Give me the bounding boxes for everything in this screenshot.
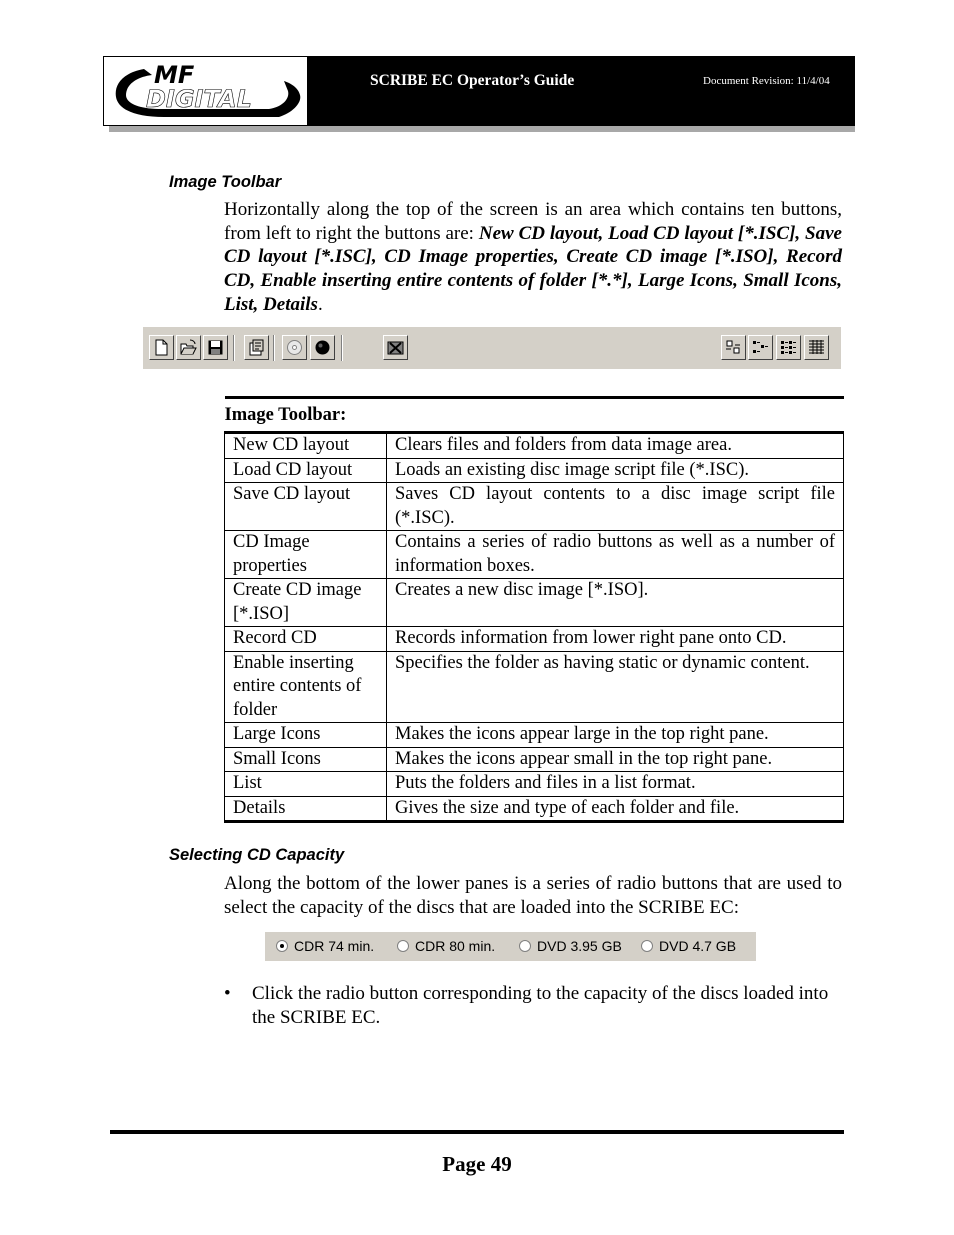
row-description: Contains a series of radio buttons as well as a number of information boxes. [387,531,844,579]
row-description: Makes the icons appear large in the top right pane. [387,723,844,748]
table-row [225,723,844,748]
row-name: Small Icons [225,747,387,772]
table-row [225,796,844,822]
radio-dvd-395[interactable] [519,938,622,954]
row-name: Details [225,796,387,822]
cd-image-icon [286,339,303,356]
logo-mf: MF [154,61,195,89]
large-icons-button[interactable] [721,335,746,360]
bullet-symbol: • [224,983,231,1004]
toolbar-separator [273,335,275,361]
table-row [225,458,844,483]
header-shadow [109,126,855,132]
bullet-text: Click the radio button corresponding to the capacity of the discs loaded into the SCRIBE EC. [252,983,829,1028]
new-cd-layout-button[interactable] [149,335,174,360]
radio-cdr-74[interactable] [276,938,374,954]
image-toolbar-screenshot [143,327,841,369]
cd-capacity-description: Along the bottom of the lower panes is a series of radio buttons that are used to select the capacity of the discs that are loaded into the SCRIBE EC: [224,873,842,918]
record-cd-button[interactable] [310,335,335,360]
intro-text: Horizontally along the top of the screen is an area which contains ten buttons, from left to right the buttons are: [224,199,842,244]
document-header [103,56,855,126]
radio-selected-icon[interactable] [276,940,288,952]
new-document-icon [153,339,170,356]
cd-capacity-radio-group [265,932,756,961]
list-icon [780,339,797,356]
intro-button-list: New CD layout, Load CD layout [*.ISC], Save CD layout [*.ISC], CD Image properties, Create CD image [*.ISO], Record CD, Enable inserting entire contents of folder [*.*], Large Icons, Small Icons, List, Details [224,222,842,315]
intro-end: . [317,293,323,315]
logo-digital: DIGITAL [146,85,252,113]
table-row [225,627,844,652]
document-title: SCRIBE EC Operator’s Guide [370,72,575,89]
page-number: Page 49 [442,1152,512,1176]
row-description: Saves CD layout contents to a disc image script file (*.ISC). [387,483,844,531]
radio-cdr-80[interactable] [397,938,495,954]
details-button[interactable] [804,335,829,360]
properties-icon [248,339,265,356]
row-description: Specifies the folder as having static or dynamic content. [387,651,844,723]
logo-graphic [104,57,307,125]
open-folder-icon [180,339,197,356]
row-description: Gives the size and type of each folder and file. [387,796,844,822]
row-name: Create CD image [*.ISO] [225,579,387,627]
footer-rule [110,1130,844,1134]
row-name: Load CD layout [225,458,387,483]
row-name: CD Image properties [225,531,387,579]
row-description: Records information from lower right pane onto CD. [387,627,844,652]
table-row [225,483,844,531]
load-cd-layout-button[interactable] [176,335,201,360]
table-row [225,772,844,797]
row-name: Record CD [225,627,387,652]
create-cd-image-button[interactable] [282,335,307,360]
row-name: Save CD layout [225,483,387,531]
enable-inserting-folder-button[interactable] [383,335,408,360]
table-header: Image Toolbar: [225,398,844,433]
save-disk-icon [207,339,224,356]
radio-label: DVD 4.7 GB [659,938,737,954]
radio-label: DVD 3.95 GB [537,938,622,954]
toolbar-separator [233,335,235,361]
radio-label: CDR 80 min. [415,938,496,954]
row-name: Enable inserting entire contents of folder [225,651,387,723]
list-button[interactable] [776,335,801,360]
table-row [225,531,844,579]
row-description: Loads an existing disc image script file (*.ISC). [387,458,844,483]
radio-dvd-47[interactable] [641,938,736,954]
small-icons-button[interactable] [748,335,773,360]
toolbar-separator [341,335,343,361]
row-name: Large Icons [225,723,387,748]
image-toolbar-table [224,396,844,823]
details-icon [808,339,825,356]
cd-image-properties-button[interactable] [244,335,269,360]
table-row [225,579,844,627]
table-row [225,433,844,459]
radio-unselected-icon[interactable] [397,940,409,952]
section-heading-image-toolbar: Image Toolbar [169,173,282,191]
large-icons-icon [725,339,742,356]
row-description: Makes the icons appear small in the top right pane. [387,747,844,772]
radio-label: CDR 74 min. [294,938,375,954]
row-description: Creates a new disc image [*.ISO]. [387,579,844,627]
record-icon [314,339,331,356]
document-revision: Document Revision: 11/4/04 [703,75,830,87]
row-description: Puts the folders and files in a list format. [387,772,844,797]
radio-unselected-icon[interactable] [519,940,531,952]
small-icons-icon [752,339,769,356]
table-row [225,747,844,772]
radio-unselected-icon[interactable] [641,940,653,952]
table-row [225,651,844,723]
save-cd-layout-button[interactable] [203,335,228,360]
folder-insert-icon [387,339,404,356]
row-description: Clears files and folders from data image area. [387,433,844,459]
image-toolbar-description [224,198,842,317]
mf-digital-logo [103,56,308,126]
row-name: List [225,772,387,797]
section-heading-cd-capacity: Selecting CD Capacity [169,846,345,864]
row-name: New CD layout [225,433,387,459]
